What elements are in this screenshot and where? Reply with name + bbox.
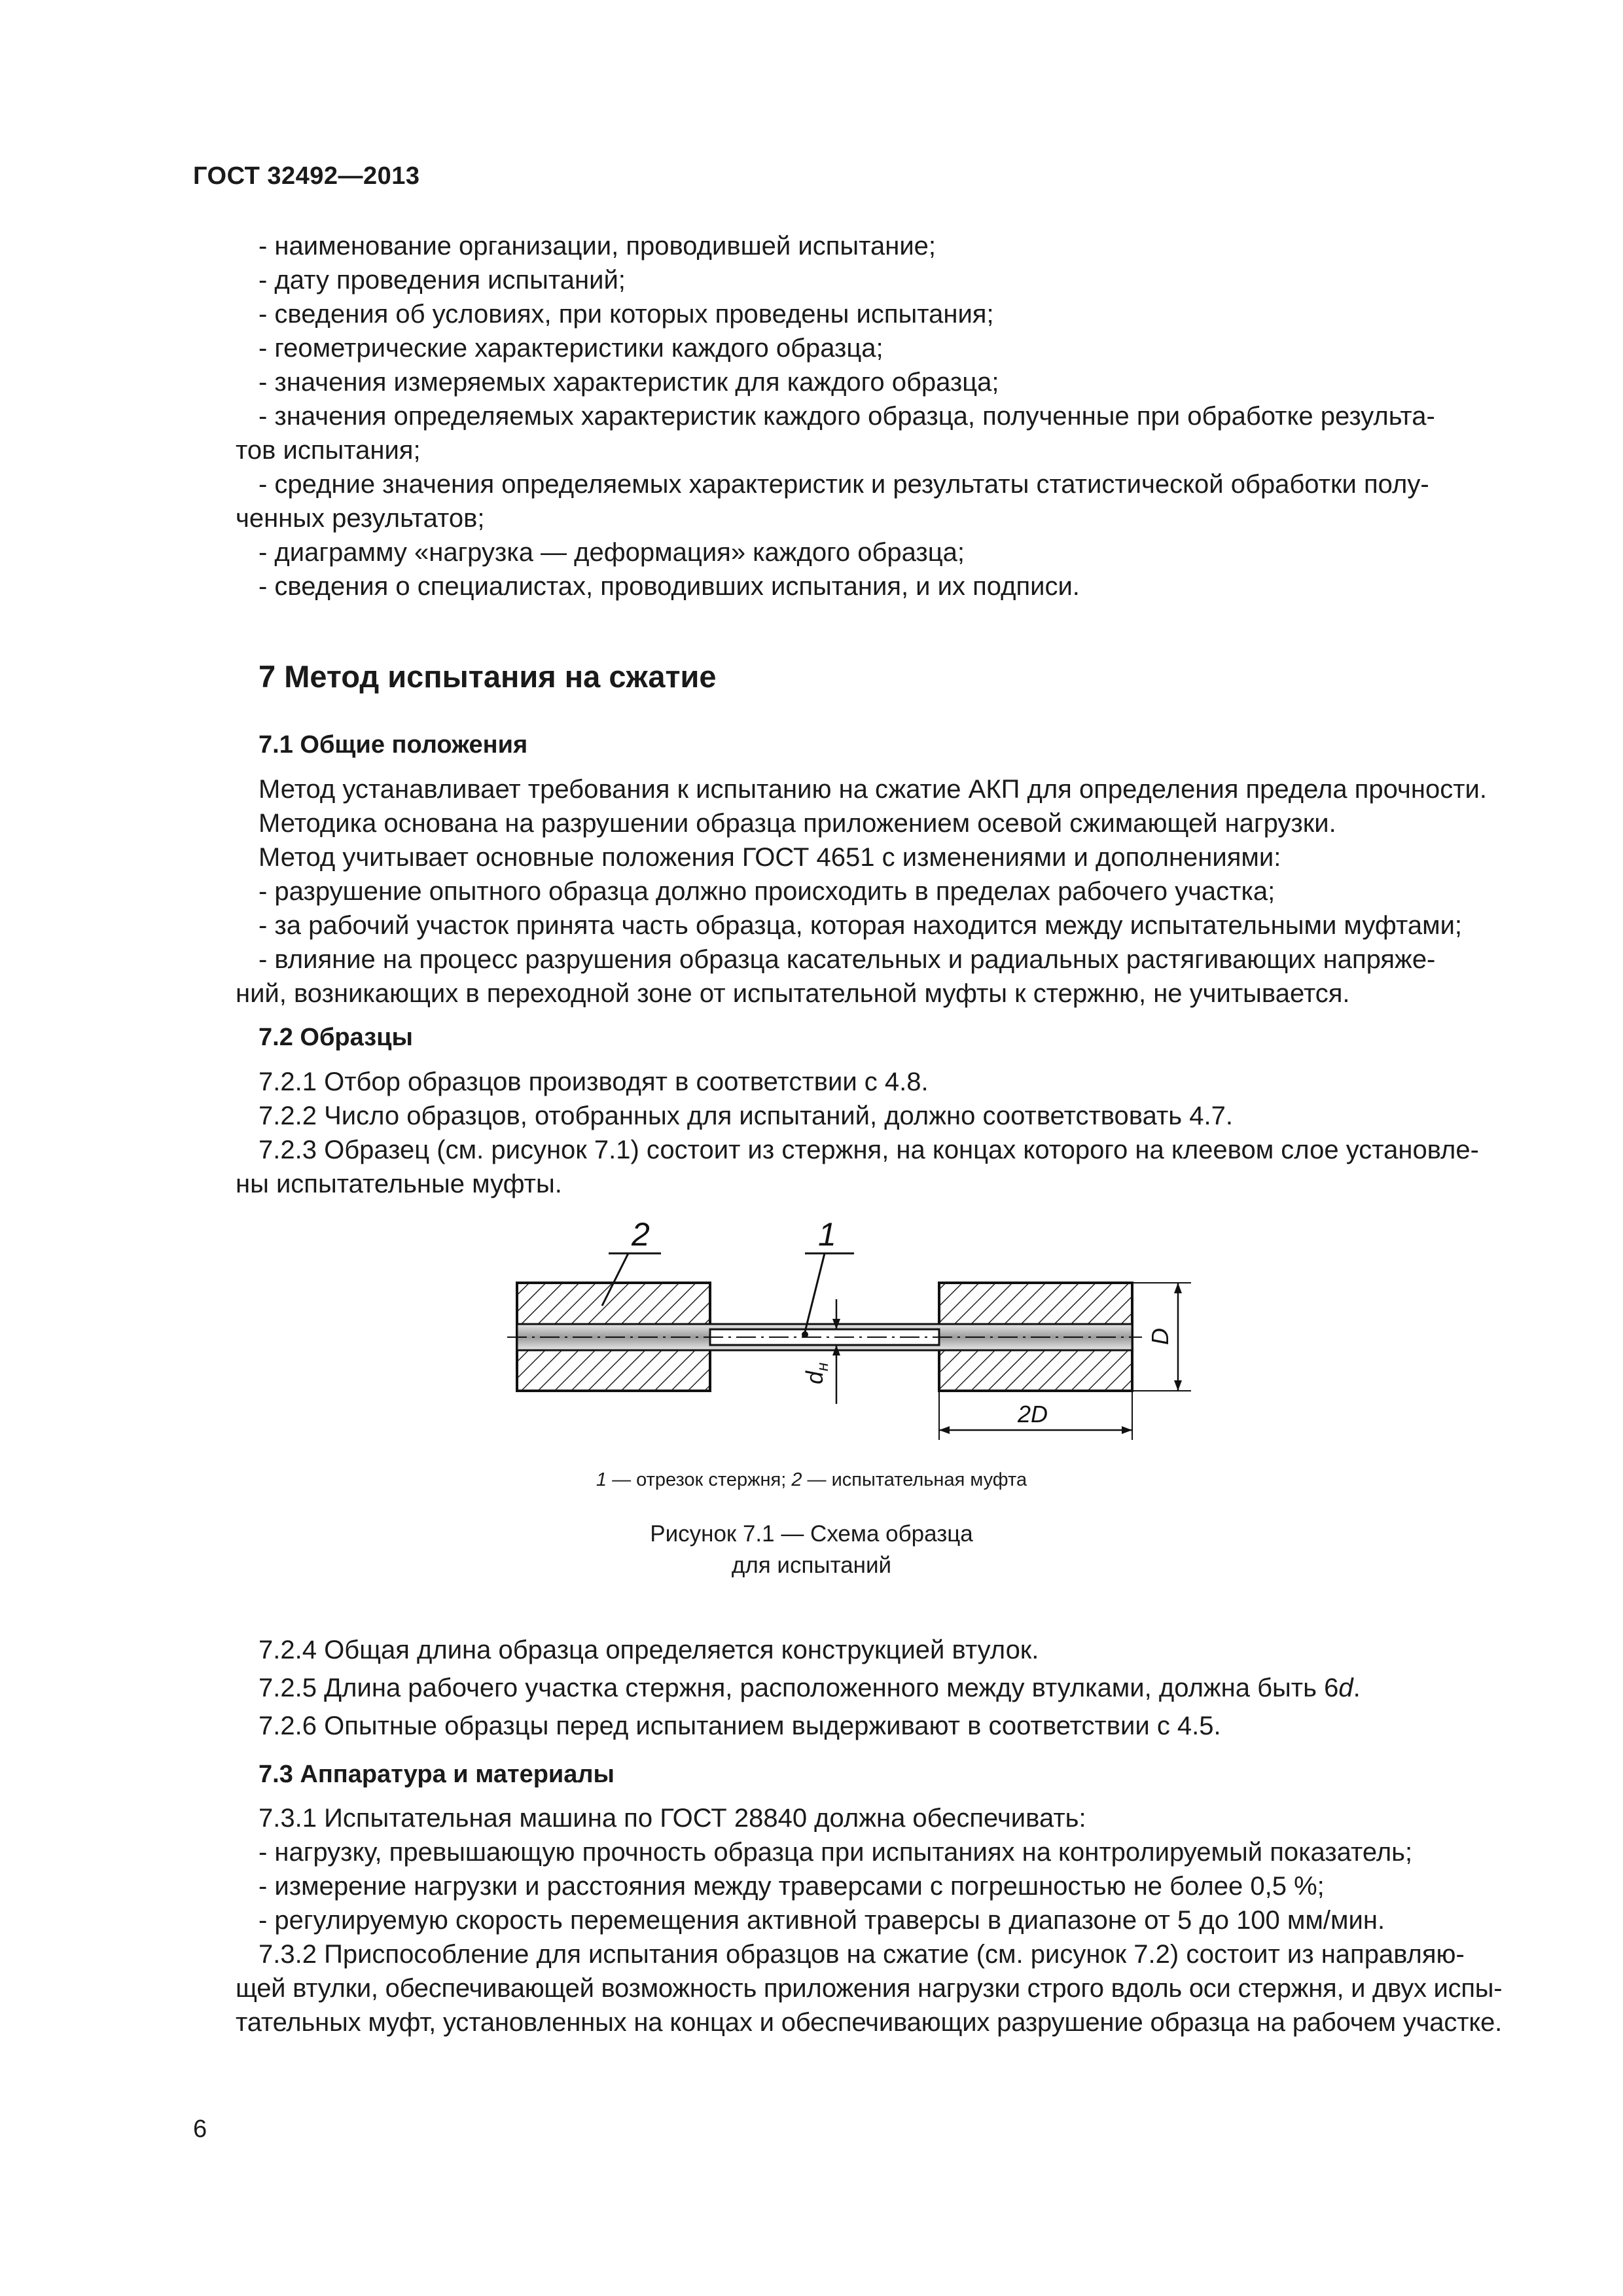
rod-segment bbox=[507, 1324, 1142, 1350]
rod-diameter-dimension bbox=[801, 1299, 840, 1404]
sleeve-length-dimension bbox=[939, 1391, 1132, 1440]
callout-1 bbox=[802, 1216, 854, 1338]
dim-2D-label: 2D bbox=[1018, 1401, 1048, 1427]
list-item: - разрушение опытного образца должно происходить в пределах рабочего участка; bbox=[259, 877, 1275, 906]
list-item: - диаграмму «нагрузка — деформация» каждого образца; bbox=[259, 538, 965, 567]
specimen-diagram bbox=[497, 1214, 1217, 1463]
label-1: 1 bbox=[818, 1216, 836, 1253]
paragraph-line: 7.2.5 Длина рабочего участка стержня, расположенного между втулками, должна быть 6d. bbox=[259, 1674, 1361, 1702]
list-item-continuation: ченных результатов; bbox=[236, 504, 485, 533]
dim-D-label: D bbox=[1147, 1328, 1173, 1345]
paragraph-line: Метод устанавливает требования к испытанию на сжатие АКП для определения предела прочности. bbox=[259, 775, 1487, 804]
figure-legend: 1 — отрезок стержня; 2 — испытательная муфта bbox=[596, 1469, 1027, 1490]
list-item: - влияние на процесс разрушения образца касательных и радиальных растягивающих напряже- bbox=[259, 945, 1436, 974]
paragraph-line: 7.2.4 Общая длина образца определяется конструкцией втулок. bbox=[259, 1636, 1039, 1664]
document-header: ГОСТ 32492—2013 bbox=[193, 162, 420, 190]
list-item: - сведения об условиях, при которых проведены испытания; bbox=[259, 300, 994, 329]
list-item: - за рабочий участок принята часть образца, которая находится между испытательными муфтами; bbox=[259, 911, 1463, 940]
list-item: - сведения о специалистах, проводивших испытания, и их подписи. bbox=[259, 572, 1080, 601]
paragraph-line: 7.2.3 Образец (см. рисунок 7.1) состоит из стержня, на концах которого на клеевом слое установле- bbox=[259, 1136, 1479, 1164]
list-item: - дату проведения испытаний; bbox=[259, 266, 626, 295]
paragraph-line: Методика основана на разрушении образца приложением осевой сжимающей нагрузки. bbox=[259, 809, 1336, 838]
list-item: - значения определяемых характеристик каждого образца, полученные при обработке результа- bbox=[259, 402, 1435, 431]
paragraph-line: 7.3.2 Приспособление для испытания образцов на сжатие (см. рисунок 7.2) состоит из направляю- bbox=[259, 1940, 1465, 1969]
paragraph-line-continuation: тательных муфт, установленных на концах и обеспечивающих разрушение образца на рабочем участке. bbox=[236, 2008, 1503, 2037]
paragraph-line: 7.2.2 Число образцов, отобранных для испытаний, должно соответствовать 4.7. bbox=[259, 1102, 1233, 1130]
list-item-continuation: тов испытания; bbox=[236, 436, 421, 465]
paragraph-line: 7.2.1 Отбор образцов производят в соответствии с 4.8. bbox=[259, 1067, 929, 1096]
paragraph-line: 7.2.6 Опытные образцы перед испытанием выдерживают в соответствии с 4.5. bbox=[259, 1712, 1221, 1740]
page-number: 6 bbox=[193, 2115, 207, 2143]
subsection-title: 7.3 Аппаратура и материалы bbox=[259, 1761, 615, 1788]
list-item: - измерение нагрузки и расстояния между траверсами с погрешностью не более 0,5 %; bbox=[259, 1872, 1325, 1901]
list-item-continuation: ний, возникающих в переходной зоне от испытательной муфты к стержню, не учитывается. bbox=[236, 979, 1350, 1008]
figure-caption: Рисунок 7.1 — Схема образца для испытаний bbox=[650, 1521, 973, 1578]
paragraph-line-continuation: щей втулки, обеспечивающей возможность приложения нагрузки строго вдоль оси стержня, и двух испы- bbox=[236, 1974, 1503, 2003]
subsection-title: 7.1 Общие положения bbox=[259, 731, 528, 759]
paragraph-line: 7.3.1 Испытательная машина по ГОСТ 28840 должна обеспечивать: bbox=[259, 1804, 1086, 1833]
paragraph-line: Метод учитывает основные положения ГОСТ 4651 с изменениями и дополнениями: bbox=[259, 843, 1281, 872]
list-item: - наименование организации, проводившей испытание; bbox=[259, 232, 936, 260]
list-item: - средние значения определяемых характеристик и результаты статистической обработки полу- bbox=[259, 470, 1429, 499]
list-item: - нагрузку, превышающую прочность образца при испытаниях на контролируемый показатель; bbox=[259, 1838, 1413, 1867]
section-title: 7 Метод испытания на сжатие bbox=[259, 659, 717, 694]
label-2: 2 bbox=[632, 1216, 650, 1253]
dim-d-label: $d_н$ bbox=[801, 1362, 832, 1384]
list-item: - геометрические характеристики каждого образца; bbox=[259, 334, 883, 363]
list-item: - регулируемую скорость перемещения активной траверсы в диапазоне от 5 до 100 мм/мин. bbox=[259, 1906, 1385, 1935]
paragraph-line-continuation: ны испытательные муфты. bbox=[236, 1170, 562, 1198]
subsection-title: 7.2 Образцы bbox=[259, 1024, 413, 1051]
list-item: - значения измеряемых характеристик для каждого образца; bbox=[259, 368, 999, 397]
